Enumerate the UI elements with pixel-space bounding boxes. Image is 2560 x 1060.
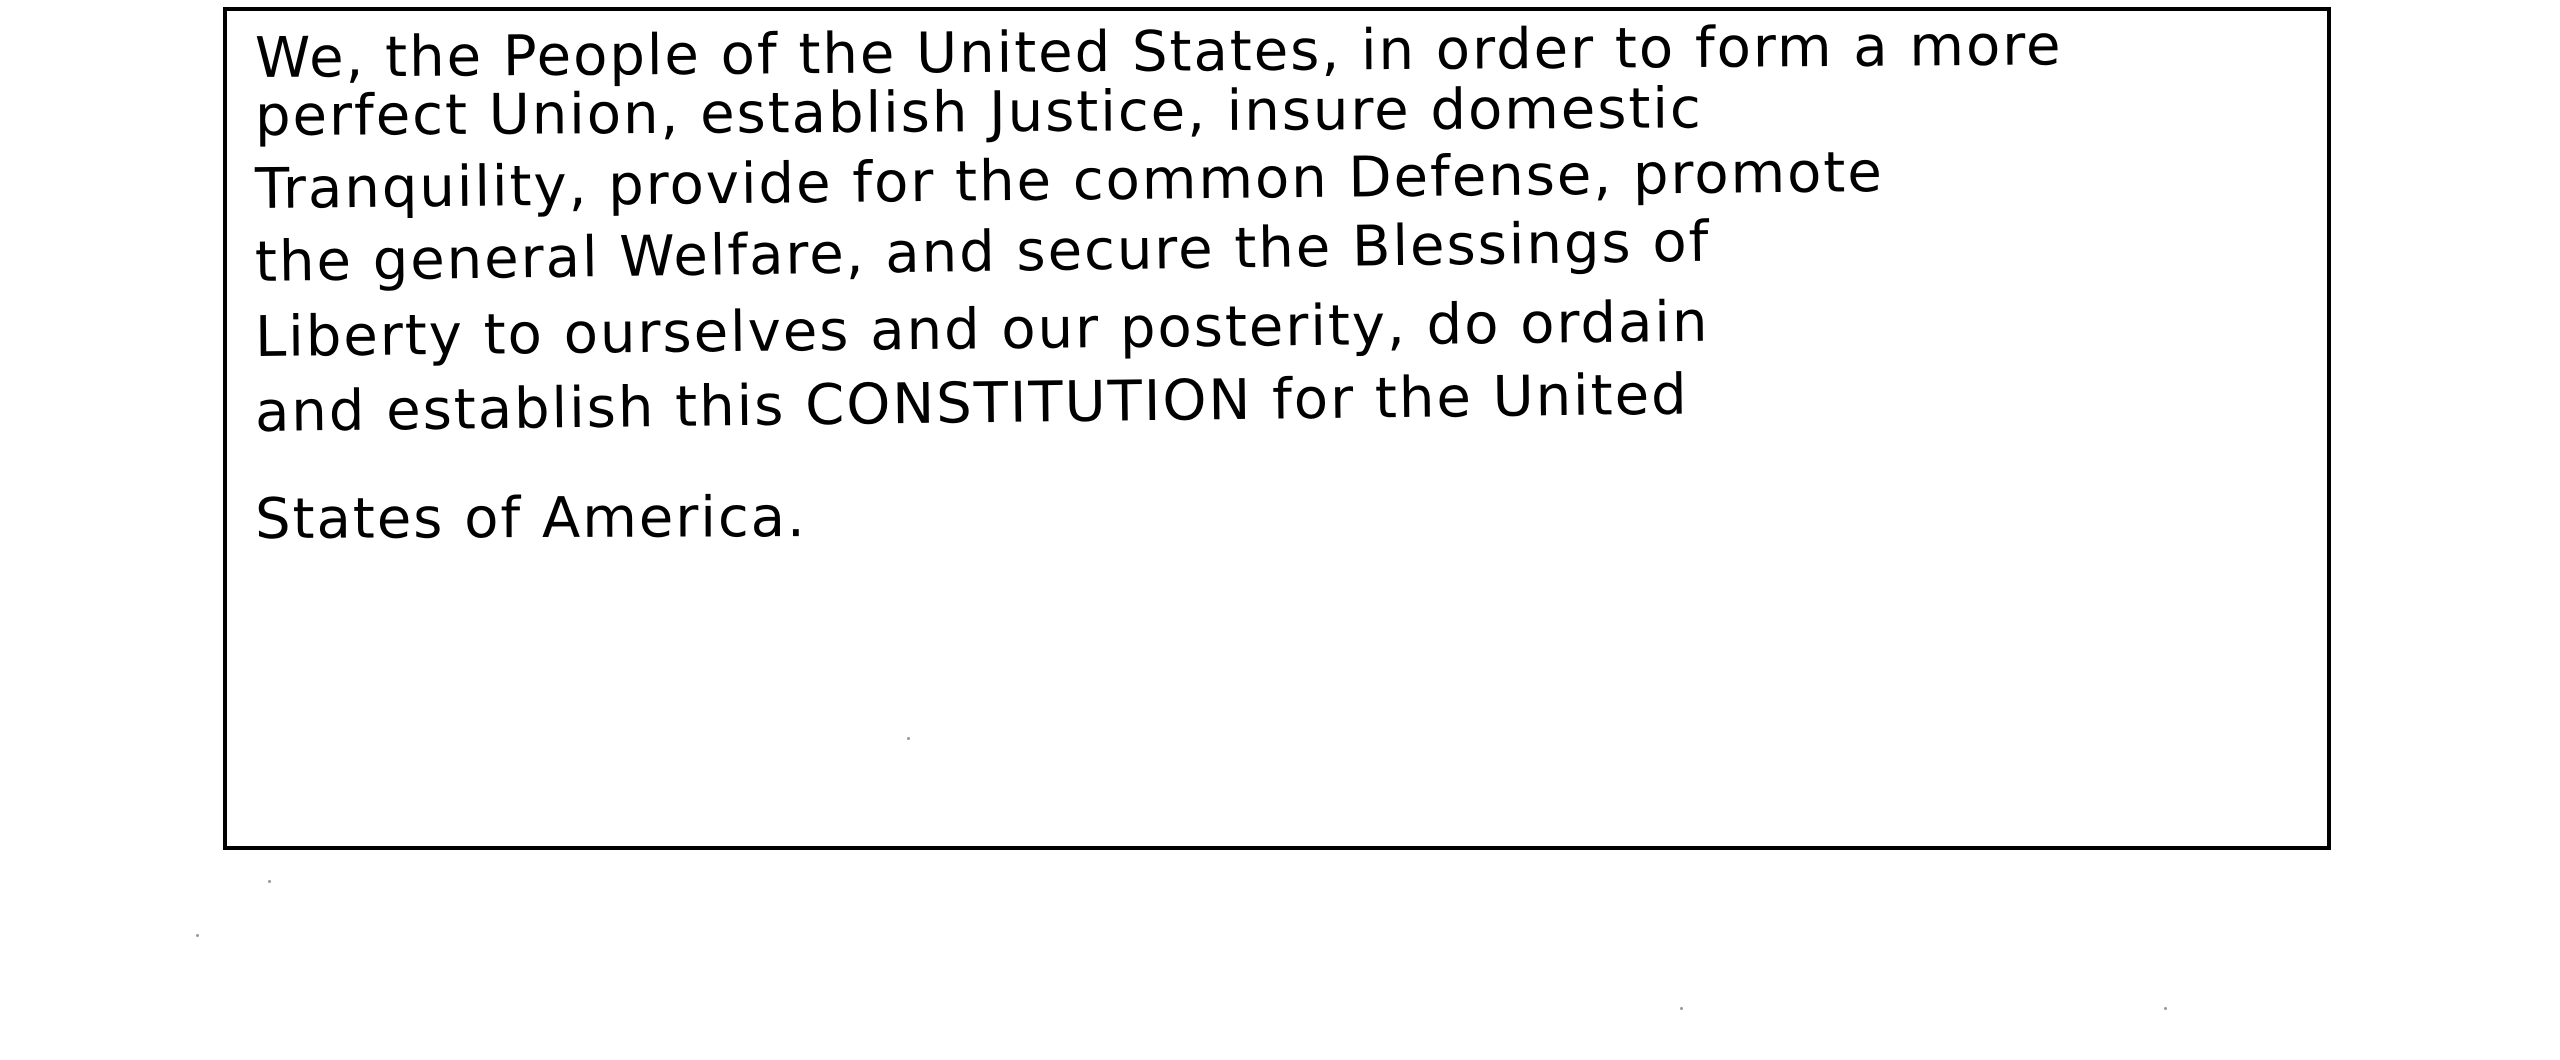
text-line-4: the general Welfare, and secure the Blessings of bbox=[254, 209, 1711, 295]
text-line-7: States of America. bbox=[254, 485, 807, 552]
scan-speck bbox=[907, 737, 910, 740]
text-line-3: Tranquility, provide for the common Defense, promote bbox=[254, 139, 1885, 222]
text-line-2: perfect Union, establish Justice, insure domestic bbox=[254, 76, 1703, 149]
handwritten-text-box bbox=[223, 7, 2331, 850]
text-line-5: Liberty to ourselves and our posterity, do ordain bbox=[254, 289, 1710, 370]
text-line-1: We, the People of the United States, in order to form a more bbox=[254, 13, 2063, 91]
scan-speck bbox=[268, 880, 271, 883]
text-line-6: and establish this CONSTITUTION for the United bbox=[254, 362, 1689, 445]
scan-speck bbox=[196, 934, 199, 937]
scan-speck bbox=[2164, 1007, 2167, 1010]
scan-speck bbox=[1680, 1007, 1683, 1010]
